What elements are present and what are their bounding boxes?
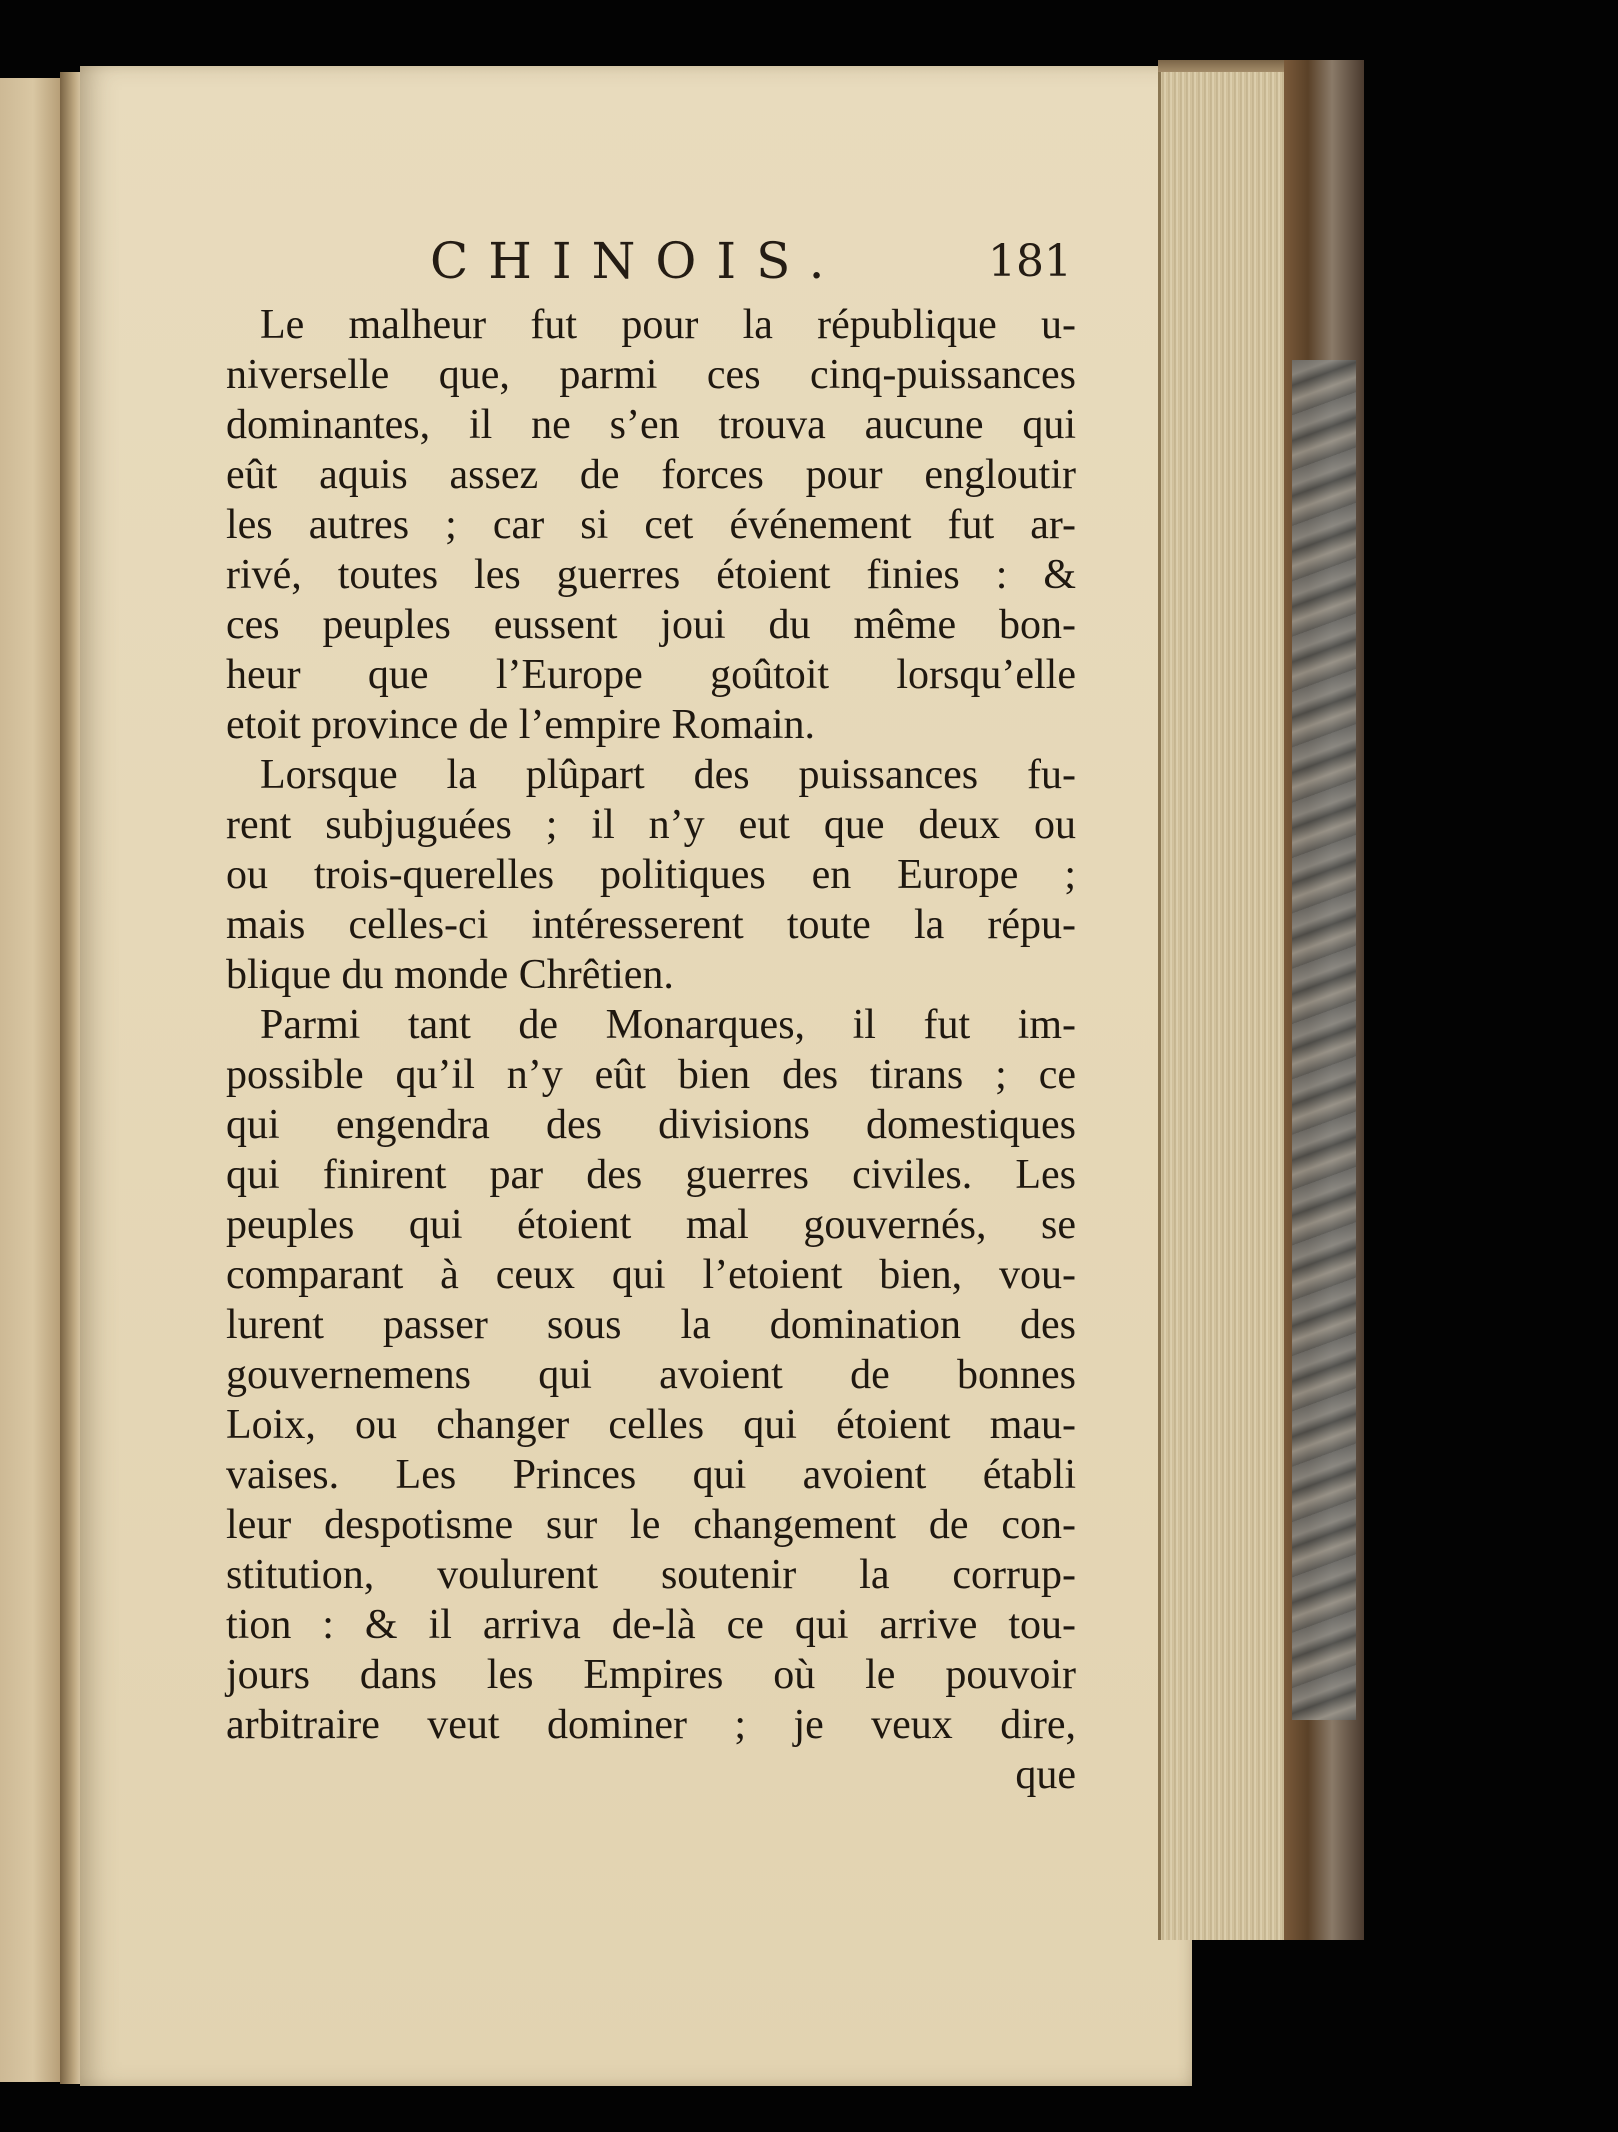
text-line: peuples qui étoient mal gouvernés, se [226,1202,1076,1248]
body-text [226,300,1076,1800]
running-head: CHINOIS. [430,232,845,290]
text-line: rent subjuguées ; il n’y eut que deux ou [226,802,1076,848]
left-page-edge [0,78,63,2082]
text-line: les autres ; car si cet événement fut ar- [226,502,1076,548]
text-line: qui finirent par des guerres civiles. Les [226,1152,1076,1198]
text-line: blique du monde Chrêtien. [226,952,674,998]
text-line: mais celles-ci intéresserent toute la répu- [226,902,1076,948]
text-line: rivé, toutes les guerres étoient finies : & [226,552,1076,598]
text-line: eût aquis assez de forces pour engloutir [226,452,1076,498]
text-line: arbitraire veut dominer ; je veux dire, [226,1702,1076,1748]
text-line: gouvernemens qui avoient de bonnes [226,1352,1076,1398]
text-line: lurent passer sous la domination des [226,1302,1076,1348]
text-line: ces peuples eussent joui du même bon- [226,602,1076,648]
page-number: 181 [988,236,1072,287]
text-line: vaises. Les Princes qui avoient établi [226,1452,1076,1498]
text-line: Loix, ou changer celles qui étoient mau- [226,1402,1076,1448]
text-line: heur que l’Europe goûtoit lorsqu’elle [226,652,1076,698]
text-line: Le malheur fut pour la république u- [260,302,1076,348]
text-line: leur despotisme sur le changement de con- [226,1502,1076,1548]
marbled-cover [1292,360,1356,1720]
catchword: que [1015,1752,1076,1798]
text-line: Lorsque la plûpart des puissances fu- [260,752,1076,798]
text-line: ou trois-querelles politiques en Europe ; [226,852,1076,898]
text-line: etoit province de l’empire Romain. [226,702,815,748]
text-line: possible qu’il n’y eût bien des tirans ; ce [226,1052,1076,1098]
text-line: tion : & il arriva de-là ce qui arrive tou- [226,1602,1076,1648]
text-line: jours dans les Empires où le pouvoir [226,1652,1076,1698]
text-line: niverselle que, parmi ces cinq-puissances [226,352,1076,398]
text-line: stitution, voulurent soutenir la corrup- [226,1552,1076,1598]
text-line: comparant à ceux qui l’etoient bien, vou- [226,1252,1076,1298]
text-line: Parmi tant de Monarques, il fut im- [260,1002,1076,1048]
text-line: qui engendra des divisions domestiques [226,1102,1076,1148]
text-line: dominantes, il ne s’en trouva aucune qui [226,402,1076,448]
page-block-edges [1158,72,1287,1940]
